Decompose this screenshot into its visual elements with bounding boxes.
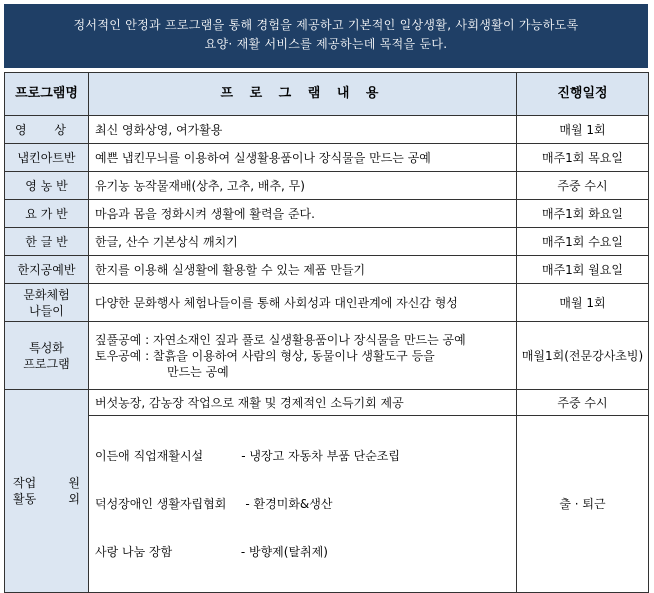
table-row	[5, 228, 649, 256]
program-name-line-2: 나들이	[29, 303, 64, 318]
header-program-content: 프 로 그 램 내 용	[89, 73, 517, 116]
purpose-banner	[4, 4, 648, 68]
program-name: 한 글 반	[5, 228, 89, 256]
table-row	[5, 284, 649, 322]
program-schedule: 매주1회 월요일	[517, 256, 649, 284]
work-line-3: 사랑 나눔 장함 - 방향제(탈취제)	[95, 545, 328, 559]
special-line-1: 짚풀공예 : 자연소재인 짚과 풀로 실생활용품이나 장식물을 만드는 공예	[95, 332, 466, 347]
program-content: 마음과 몸을 정화시켜 생활에 활력을 준다.	[89, 200, 517, 228]
program-content: 유기농 농작물재배(상추, 고추, 배추, 무)	[89, 172, 517, 200]
program-content: 다양한 문화행사 체험나들이를 통해 사회성과 대인관계에 자신감 형성	[89, 284, 517, 322]
work-sub-label	[68, 475, 80, 507]
program-content: 버섯농장, 감농장 작업으로 재활 및 경제적인 소득기회 제공	[89, 390, 517, 416]
program-content: 한지를 이용해 실생활에 활용할 수 있는 제품 만들기	[89, 256, 517, 284]
banner-line-1: 정서적인 안정과 프로그램을 통해 경험을 제공하고 기본적인 일상생활, 사회생활이 가능하도록	[73, 18, 579, 32]
table-row	[5, 116, 649, 144]
header-schedule: 진행일정	[517, 73, 649, 116]
program-schedule: 주중 수시	[517, 390, 649, 416]
program-schedule: 매월 1회	[517, 284, 649, 322]
program-schedule: 매주1회 화요일	[517, 200, 649, 228]
table-row-work-1	[5, 390, 649, 416]
program-name: 영 농 반	[5, 172, 89, 200]
program-schedule: 매월1회(전문강사초빙)	[517, 322, 649, 390]
program-name-line-2: 프로그램	[23, 356, 70, 371]
table-row	[5, 144, 649, 172]
header-program-name: 프로그램명	[5, 73, 89, 116]
program-schedule: 주중 수시	[517, 172, 649, 200]
program-content: 한글, 산수 기본상식 깨치기	[89, 228, 517, 256]
program-name: 한지공예반	[5, 256, 89, 284]
program-name	[5, 284, 89, 322]
program-name	[5, 322, 89, 390]
program-name	[5, 390, 89, 593]
program-name: 냅킨아트반	[5, 144, 89, 172]
table-row	[5, 172, 649, 200]
program-schedule: 출 · 퇴근	[517, 416, 649, 593]
special-line-2: 토우공예 : 찰흙을 이용하여 사람의 형상, 동물이나 생활도구 등을	[95, 348, 435, 363]
special-line-3: 만드는 공예	[167, 364, 229, 379]
table-row-special	[5, 322, 649, 390]
program-name-line-1: 문화체험	[23, 287, 70, 302]
program-content	[89, 416, 517, 593]
program-name: 영 상	[5, 116, 89, 144]
program-content: 최신 영화상영, 여가활용	[89, 116, 517, 144]
program-schedule: 매월 1회	[517, 116, 649, 144]
table-row	[5, 256, 649, 284]
work-line-1: 이든애 직업재활시설 - 냉장고 자동차 부품 단순조립	[95, 449, 400, 463]
work-line-2: 덕성장애인 생활자립협회 - 환경미화&생산	[95, 497, 333, 511]
banner-line-2: 요양· 재활 서비스를 제공하는데 목적을 둔다.	[204, 37, 448, 51]
program-content	[89, 322, 517, 390]
program-schedule: 매주1회 수요일	[517, 228, 649, 256]
program-name-line-1: 특성화	[29, 340, 64, 355]
program-content: 예쁜 냅킨무늬를 이용하여 실생활용품이나 장식물을 만드는 공예	[89, 144, 517, 172]
program-schedule: 매주1회 목요일	[517, 144, 649, 172]
table-header-row	[5, 73, 649, 116]
work-sub-label-line-2: 외	[68, 492, 80, 506]
program-name-line-2: 활동	[13, 492, 37, 506]
program-name: 요 가 반	[5, 200, 89, 228]
work-sub-label-line-1: 원	[68, 476, 80, 490]
table-row	[5, 200, 649, 228]
table-row-work-2	[5, 416, 649, 593]
program-name-line-1: 작업	[13, 476, 37, 490]
work-name	[13, 475, 36, 507]
